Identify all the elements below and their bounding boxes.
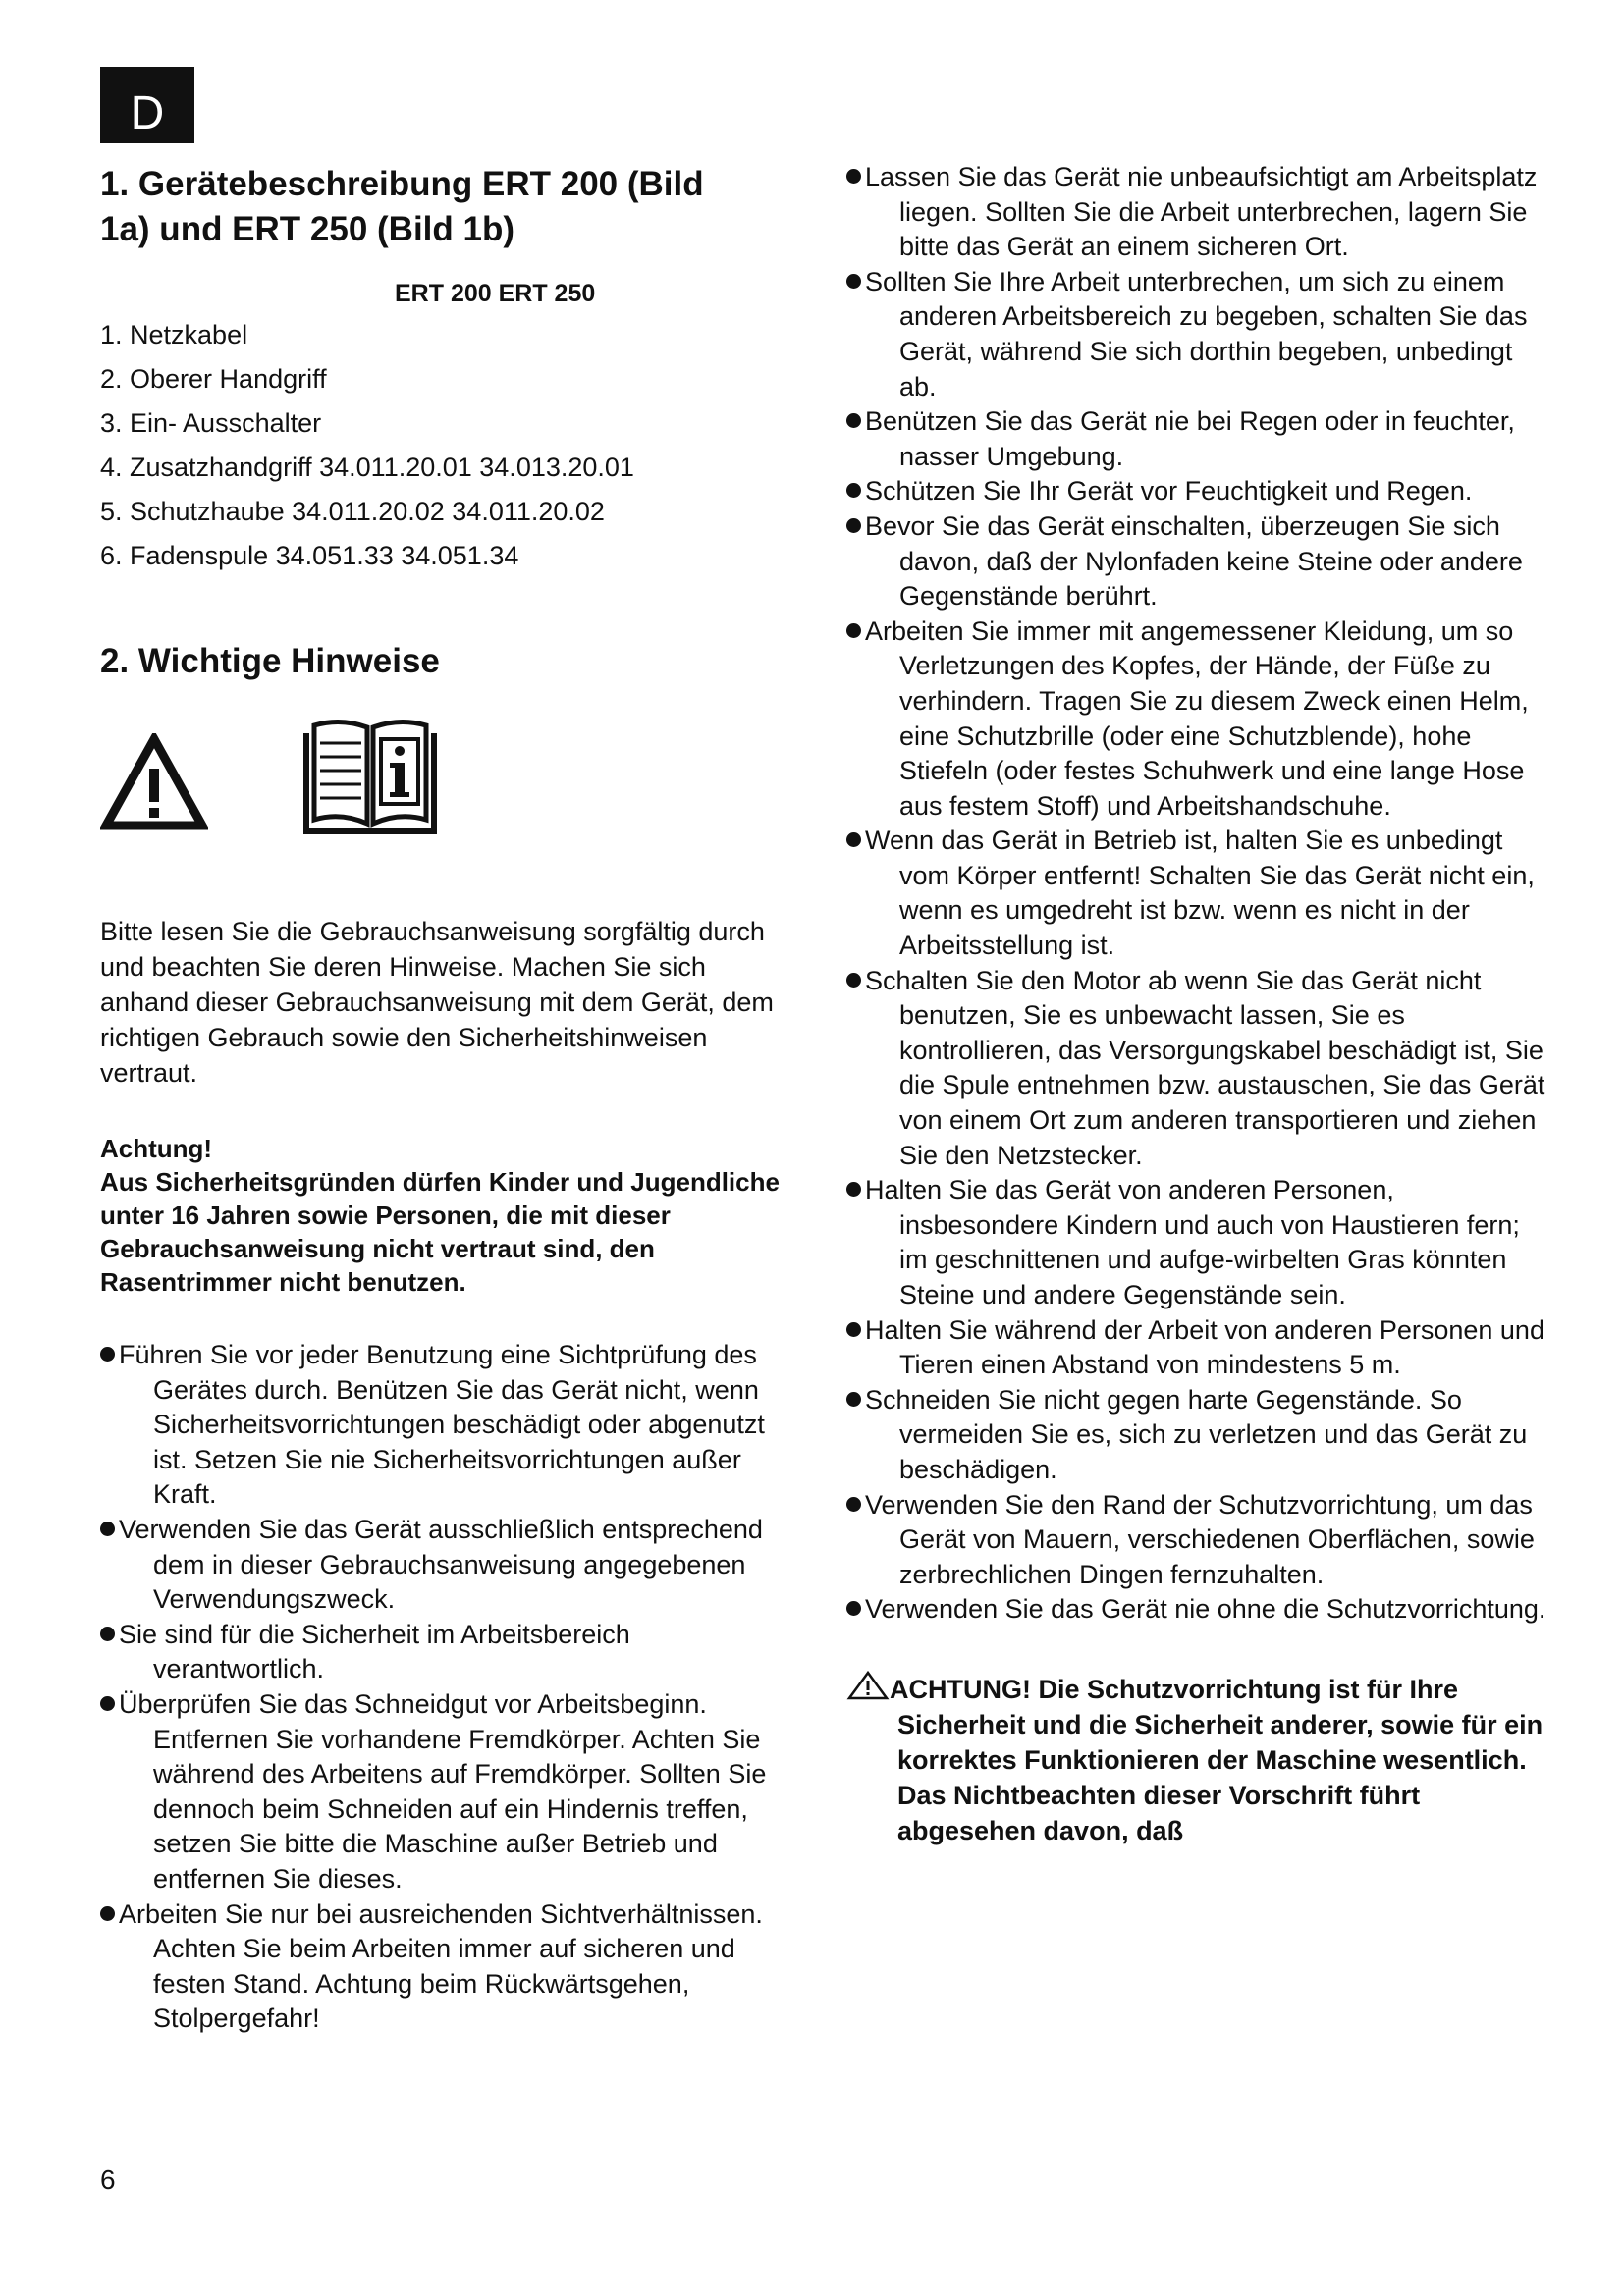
list-item: Führen Sie vor jeder Benutzung eine Sichtprüfung des Gerätes durch. Benützen Sie das Gerät nicht, wenn Sicherheitsvorrichtungen beschädigt oder abgenutzt ist. Setzen Sie nie Sicherheitsvorrichtungen außer Kraft. — [100, 1338, 787, 1513]
parts-list-item: 4. Zusatzhandgriff 34.011.20.01 34.013.20.01 — [100, 453, 634, 482]
safety-symbols — [100, 733, 797, 871]
list-item: Verwenden Sie das Gerät ausschließlich entsprechend dem in dieser Gebrauchsanweisung angegebenen Verwendungszweck. — [100, 1513, 787, 1618]
section-1-title: 1. Gerätebeschreibung ERT 200 (Bild 1a) und ERT 250 (Bild 1b) — [100, 165, 704, 248]
list-item: Sie sind für die Sicherheit im Arbeitsbereich verantwortlich. — [100, 1618, 787, 1687]
bullet-icon — [846, 169, 861, 184]
bullet-icon — [846, 1322, 861, 1337]
warning-text: ACHTUNG! Die Schutzvorrichtung ist für Ihre Sicherheit und die Sicherheit anderer, sowie für ein korrektes Funktionieren der Maschine wesentlich. Das Nichtbeachten dieser Vorschrift führt abgesehen davon, daß — [890, 1674, 1543, 1845]
left-column — [100, 162, 797, 2037]
column-header: ERT 200 ERT 250 — [395, 280, 596, 307]
list-item: Sollten Sie Ihre Arbeit unterbrechen, um sich zu einem anderen Arbeitsbereich zu begeben, schalten Sie das Gerät, während Sie sich dorthin begeben, unbedingt ab. — [846, 265, 1553, 404]
section-2-title: 2. Wichtige Hinweise — [100, 642, 440, 680]
bullet-icon — [846, 483, 861, 498]
language-badge: D — [100, 67, 194, 143]
warning-triangle-icon — [846, 1671, 890, 1700]
right-column — [846, 160, 1553, 1848]
bullet-icon — [846, 1392, 861, 1407]
bullet-icon — [846, 413, 861, 428]
list-item: Schneiden Sie nicht gegen harte Gegenstände. So vermeiden Sie es, sich zu verletzen und das Gerät zu beschädigen. — [846, 1383, 1553, 1488]
bullet-icon — [846, 274, 861, 289]
bullet-icon — [100, 1696, 115, 1711]
bullet-icon — [100, 1522, 115, 1536]
parts-list — [100, 313, 797, 578]
bullet-icon — [846, 1601, 861, 1616]
parts-list-item: 3. Ein- Ausschalter — [100, 408, 322, 438]
bullet-icon — [846, 1182, 861, 1197]
list-item: Verwenden Sie den Rand der Schutzvorrichtung, um das Gerät von Mauern, verschiedenen Oberflächen, sowie zerbrechlichen Dingen fernzuhalten. — [846, 1488, 1553, 1593]
parts-list-item: 2. Oberer Handgriff — [100, 364, 327, 394]
bullet-icon — [846, 518, 861, 533]
parts-list-item: 5. Schutzhaube 34.011.20.02 34.011.20.02 — [100, 497, 605, 526]
list-item: Schützen Sie Ihr Gerät vor Feuchtigkeit und Regen. — [846, 474, 1553, 509]
parts-list-item: 1. Netzkabel — [100, 320, 248, 349]
warning-triangle-icon — [100, 733, 208, 831]
intro-paragraph: Bitte lesen Sie die Gebrauchsanweisung sorgfältig durch und beachten Sie deren Hinweise. Machen Sie sich anhand dieser Gebrauchsanweisung mit dem Gerät, dem richtigen Gebrauch sowie den Sicherheitshinweisen vertraut. — [100, 917, 774, 1088]
list-item: Benützen Sie das Gerät nie bei Regen oder in feuchter, nasser Umgebung. — [846, 404, 1553, 474]
bullet-icon — [846, 623, 861, 638]
bullet-icon — [100, 1906, 115, 1921]
bullet-icon — [846, 1497, 861, 1512]
list-item: Halten Sie während der Arbeit von anderen Personen und Tieren einen Abstand von mindestens 5 m. — [846, 1313, 1553, 1383]
list-item: Bevor Sie das Gerät einschalten, überzeugen Sie sich davon, daß der Nylonfaden keine Steine oder andere Gegenstände berührt. — [846, 509, 1553, 614]
left-safety-list — [100, 1338, 787, 2037]
list-item: Schalten Sie den Motor ab wenn Sie das Gerät nicht benutzen, Sie es unbewacht lassen, Sie es kontrollieren, das Versorgungskabel beschädigt ist, Sie die Spule entnehmen bzw. austauschen, Sie das Gerät von einem Ort zum anderen transportieren und ziehen Sie den Netzstecker. — [846, 964, 1553, 1174]
parts-list-item: 6. Fadenspule 34.051.33 34.051.34 — [100, 541, 519, 570]
warning-block — [846, 1671, 1553, 1848]
list-item: Wenn das Gerät in Betrieb ist, halten Sie es unbedingt vom Körper entfernt! Schalten Sie das Gerät nicht ein, wenn es umgedreht ist bzw. wenn es nicht in der Arbeitsstellung ist. — [846, 824, 1553, 963]
bullet-icon — [846, 973, 861, 988]
list-item: Lassen Sie das Gerät nie unbeaufsichtigt am Arbeitsplatz liegen. Sollten Sie die Arbeit unterbrechen, lagern Sie bitte das Gerät an einem sicheren Ort. — [846, 160, 1553, 265]
read-manual-icon — [297, 714, 444, 841]
bullet-icon — [100, 1627, 115, 1641]
list-item: Halten Sie das Gerät von anderen Personen, insbesondere Kindern und auch von Haustieren fern; im geschnittenen und aufge-wirbelten Gras könnten Steine und andere Gegenstände sein. — [846, 1173, 1553, 1312]
attention-heading: Achtung! — [100, 1134, 213, 1163]
attention-text: Aus Sicherheitsgründen dürfen Kinder und Jugendliche unter 16 Jahren sowie Personen, die mit dieser Gebrauchsanweisung nicht vertraut sind, den Rasentrimmer nicht benutzen. — [100, 1167, 780, 1297]
bullet-icon — [100, 1347, 115, 1362]
list-item: Arbeiten Sie nur bei ausreichenden Sichtverhältnissen. Achten Sie beim Arbeiten immer auf sicheren und festen Stand. Achtung beim Rückwärtsgehen, Stolpergefahr! — [100, 1897, 787, 2037]
list-item: Verwenden Sie das Gerät nie ohne die Schutzvorrichtung. — [846, 1592, 1553, 1628]
list-item: Überprüfen Sie das Schneidgut vor Arbeitsbeginn. Entfernen Sie vorhandene Fremdkörper. Achten Sie während des Arbeitens auf Fremdkörper. Sollten Sie dennoch beim Schneiden auf ein Hindernis treffen, setzen Sie bitte die Maschine außer Betrieb und entfernen Sie dieses. — [100, 1687, 787, 1897]
right-safety-list — [846, 160, 1553, 1628]
page-number: 6 — [100, 2164, 116, 2195]
bullet-icon — [846, 832, 861, 847]
list-item: Arbeiten Sie immer mit angemessener Kleidung, um so Verletzungen des Kopfes, der Hände, der Füße zu verhindern. Tragen Sie zu diesem Zweck einen Helm, eine Schutzbrille (oder eine Schutzblende), hohe Stiefeln (oder festes Schuhwerk und eine lange Hose aus festem Stoff) und Arbeitshandschuhe. — [846, 614, 1553, 825]
